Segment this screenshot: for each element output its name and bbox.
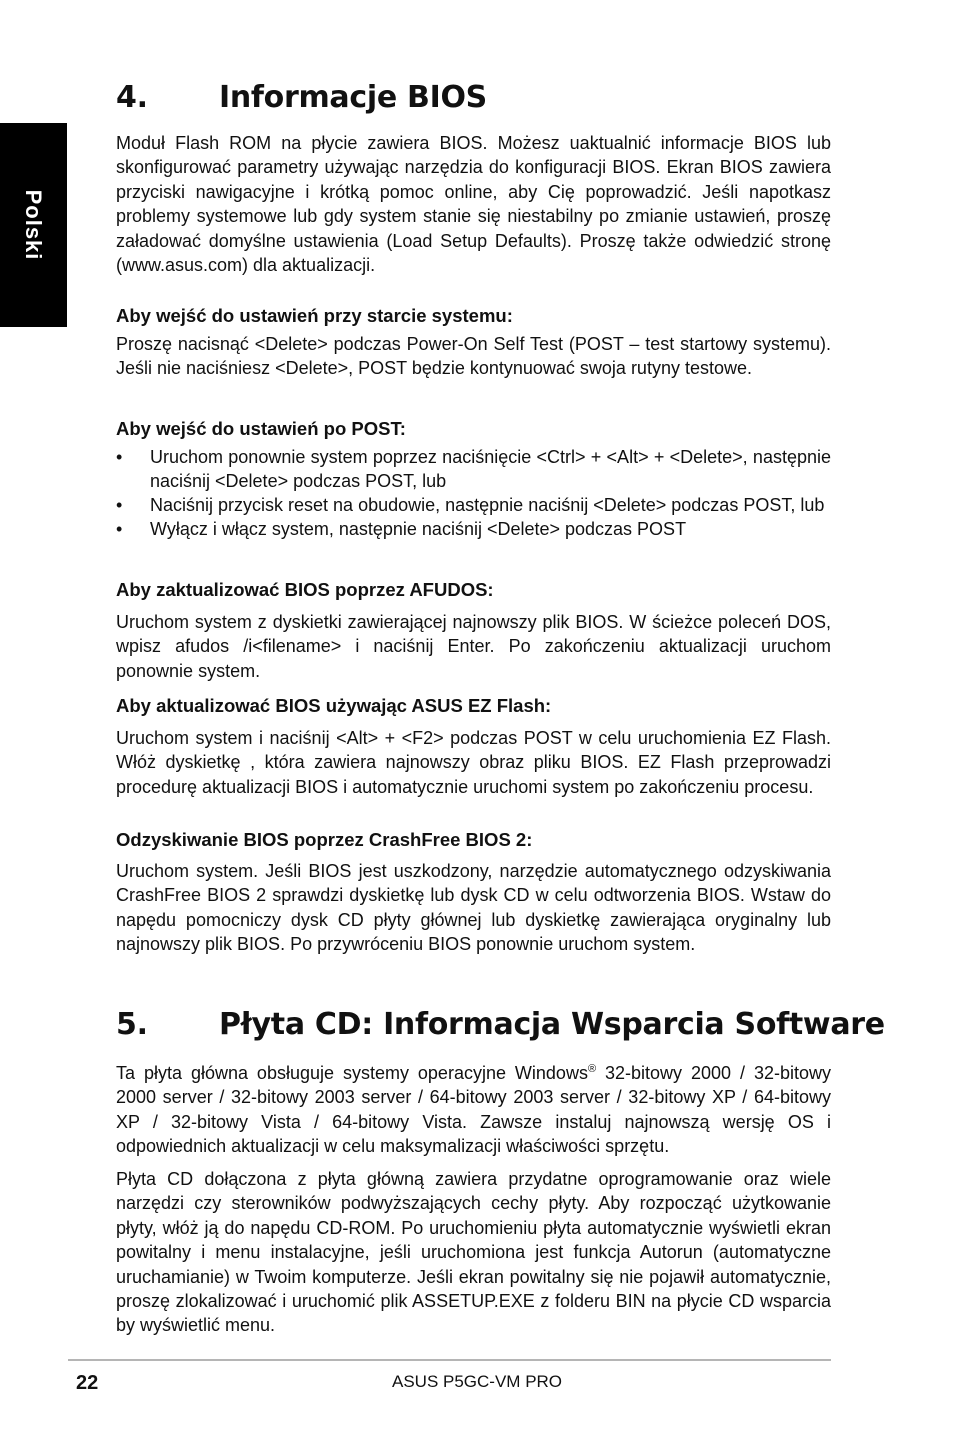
section-5-number: 5. xyxy=(116,1007,148,1042)
list-item-text: Uruchom ponownie system poprzez naciśnięcie <Ctrl> + <Alt> + <Delete>, następnie naciśnij <Delete> podczas POST, lub xyxy=(150,447,831,491)
page-number: 22 xyxy=(76,1372,99,1394)
section-5-title: Płyta CD: Informacja Wsparcia Software xyxy=(219,1007,885,1042)
list-item xyxy=(116,517,831,541)
footer-product-name: ASUS P5GC-VM PRO xyxy=(392,1372,563,1391)
post-setup-heading: Aby wejść do ustawień po POST: xyxy=(116,418,406,439)
afudos-heading: Aby zaktualizować BIOS poprzez AFUDOS: xyxy=(116,579,494,600)
bullet-glyph: • xyxy=(116,519,123,539)
os-support-text-start: Ta płyta główna obsługuje systemy operacyjne Windows xyxy=(116,1063,588,1083)
section-4-heading xyxy=(116,80,487,115)
footer-divider xyxy=(68,1359,831,1361)
section-4-number: 4. xyxy=(116,80,148,115)
afudos-text: Uruchom system z dyskietki zawierającej najnowszy plik BIOS. W ścieżce poleceń DOS, wpisz afudos /i<filename> i naciśnij Enter. Po zakończeniu aktualizacji uruchom ponownie system. xyxy=(116,612,831,681)
crashfree-heading: Odzyskiwanie BIOS poprzez CrashFree BIOS 2: xyxy=(116,829,533,850)
list-item xyxy=(116,493,831,517)
boot-setup-heading: Aby wejść do ustawień przy starcie systemu: xyxy=(116,305,513,326)
boot-setup-text: Proszę nacisnąć <Delete> podczas Power-On Self Test (POST – test startowy systemu). Jeśli nie naciśniesz <Delete>, POST będzie kontynuować swoja rutyny testowe. xyxy=(116,334,831,379)
bullet-glyph: • xyxy=(116,495,123,515)
list-item-text: Naciśnij przycisk reset na obudowie, następnie naciśnij <Delete> podczas POST, lub xyxy=(150,495,825,515)
language-side-tab xyxy=(0,123,67,327)
registered-mark: ® xyxy=(587,1063,597,1075)
section-4-title: Informacje BIOS xyxy=(219,80,487,115)
section-5-paragraph-1 xyxy=(116,1057,831,1159)
section-5-paragraph-2: Płyta CD dołączona z płyta główną zawiera przydatne oprogramowanie oraz wiele narzędzi czy sterowników podwyższających cechy płyty. Aby rozpocząć użytkowanie płyty, włóż ją do napędu CD-ROM. Po uruchomieniu płyta automatycznie wyświetli ekran powitalny i menu instalacyjne, jeśli uruchomiona jest funkcja Autorun (automatyczne uruchamianie) w Twoim komputerze. Jeśli ekran powitalny się nie pojawił automatycznie, proszę zlokalizować i uruchomić plik ASSETUP.EXE z folderu BIN na płycie CD wsparcia by wyświetlić menu. xyxy=(116,1169,831,1336)
language-tab-label: Polski xyxy=(21,189,46,261)
list-item xyxy=(116,445,831,493)
crashfree-text: Uruchom system. Jeśli BIOS jest uszkodzony, narzędzie automatycznego odzyskiwania CrashFree BIOS 2 sprawdzi dyskietkę lub dysk CD w celu odtworzenia BIOS. Wstaw do napędu pomocniczy dysk CD płyty głównej lub dyskietkę zawierająca oryginalny lub najnowszy plik BIOS. Po przywróceniu BIOS ponownie uruchom system. xyxy=(116,861,831,955)
section-4-intro: Moduł Flash ROM na płycie zawiera BIOS. Możesz uaktualnić informacje BIOS lub skonfigurować parametry używając narzędzia do konfiguracji BIOS. Ekran BIOS zawiera przyciski nawigacyjne i krótką pomoc online, aby Cię poprowadzić. Jeśli napotkasz problemy systemowe lub gdy system stanie się niestabilny po zmianie ustawień, proszę załadować domyślne ustawienia (Load Setup Defaults). Proszę także odwiedzić stronę (www.asus.com) dla aktualizacji. xyxy=(116,133,831,276)
os-support-text-end: 32-bitowy 2000 / 32-bitowy 2000 server / 32-bitowy 2003 server / 64-bitowy 2003 server / 32-bitowy XP / 64-bitowy XP / 32-bitowy Vista / 64-bitowy Vista. Zawsze instaluj najnowszą wersję OS i odpowiednich aktualizacji w celu maksymalizacji właściwości sprzętu. xyxy=(116,1063,831,1157)
ezflash-text: Uruchom system i naciśnij <Alt> + <F2> podczas POST w celu uruchomienia EZ Flash. Włóż dyskietkę , która zawiera najnowszy obraz pliku BIOS. EZ Flash przeprowadzi procedurę aktualizacji BIOS i automatycznie uruchomi system po zakończeniu procesu. xyxy=(116,728,831,797)
bullet-glyph: • xyxy=(116,447,123,467)
section-5-heading xyxy=(116,1007,885,1042)
post-setup-list xyxy=(116,445,831,541)
list-item-text: Wyłącz i włącz system, następnie naciśnij <Delete> podczas POST xyxy=(150,519,687,539)
ezflash-heading: Aby aktualizować BIOS używając ASUS EZ Flash: xyxy=(116,695,552,716)
